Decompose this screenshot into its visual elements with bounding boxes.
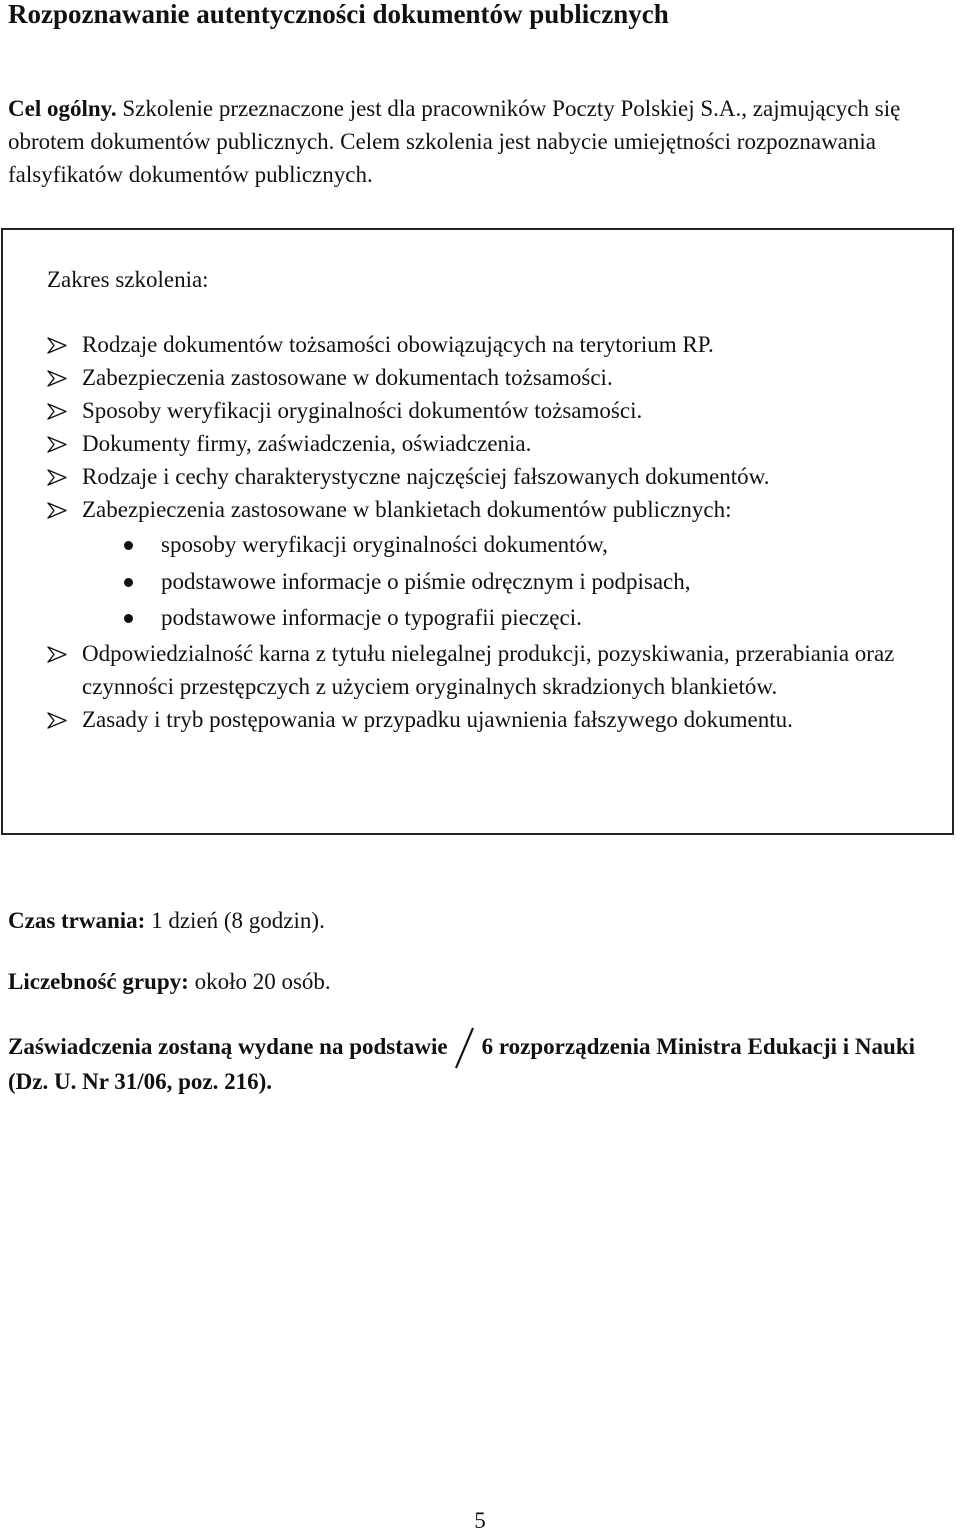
list-item: [47, 328, 952, 361]
arrow-bullet-icon: [47, 403, 67, 420]
group-size-label: Liczebność grupy:: [8, 969, 189, 994]
arrow-bullet-icon: [47, 502, 67, 519]
list-item: [47, 394, 952, 427]
arrow-bullet-icon: [47, 712, 67, 729]
sub-list-item-text: podstawowe informacje o typografii pieczęci.: [161, 605, 582, 630]
duration-label: Czas trwania:: [8, 908, 146, 933]
list-item: [47, 361, 952, 394]
list-item-text: Zasady i tryb postępowania w przypadku ujawnienia fałszywego dokumentu.: [82, 706, 793, 732]
list-item: [47, 703, 952, 736]
dot-bullet-icon: [124, 541, 133, 550]
group-size-line: [8, 965, 331, 998]
certificate-text-end: 6 rozporządzenia Ministra Edukacji i Nauki (Dz. U. Nr 31/06, poz. 216).: [8, 1034, 916, 1095]
sub-list: [82, 527, 952, 637]
arrow-bullet-icon: [47, 646, 67, 663]
page-number: 5: [474, 1508, 486, 1533]
intro-label: Cel ogólny.: [8, 96, 117, 121]
list-item-text: Zabezpieczenia zastosowane w dokumentach tożsamości.: [82, 365, 613, 390]
training-scope-box: [1, 228, 954, 835]
arrow-bullet-icon: [47, 469, 67, 486]
dot-bullet-icon: [124, 614, 133, 623]
certificate-text-start: Zaświadczenia zostaną wydane na podstawie: [8, 1034, 448, 1059]
list-item-text: Sposoby weryfikacji oryginalności dokumentów tożsamości.: [82, 398, 643, 423]
certificate-note: [8, 1030, 953, 1099]
arrow-bullet-icon: [47, 436, 67, 453]
list-item-text: Rodzaje i cechy charakterystyczne najczęściej fałszowanych dokumentów.: [82, 464, 770, 489]
list-item-text: Rodzaje dokumentów tożsamości obowiązujących na terytorium RP.: [82, 332, 714, 357]
list-item: [47, 637, 952, 703]
scope-list: [47, 328, 952, 736]
list-item: [47, 493, 952, 637]
list-item-text: Zabezpieczenia zastosowane w blankietach dokumentów publicznych:: [82, 497, 732, 522]
sub-list-item-text: sposoby weryfikacji oryginalności dokumentów,: [161, 532, 608, 557]
list-item: [47, 460, 952, 493]
list-item: [47, 427, 952, 460]
intro-text: Szkolenie przeznaczone jest dla pracowników Poczty Polskiej S.A., zajmujących się obrotem dokumentów publicznych. Celem szkolenia jest nabycie umiejętności rozpoznawania falsyfikatów dokumentów publicznych.: [8, 96, 901, 187]
scope-heading: Zakres szkolenia:: [47, 267, 209, 292]
duration-value: 1 dzień (8 godzin).: [151, 908, 325, 933]
section-sign-icon: [452, 1032, 478, 1065]
list-item-text: Dokumenty firmy, zaświadczenia, oświadczenia.: [82, 431, 532, 456]
document-title: Rozpoznawanie autentyczności dokumentów publicznych: [8, 0, 669, 29]
intro-paragraph: [8, 92, 953, 191]
sub-list-item-text: podstawowe informacje o piśmie odręcznym i podpisach,: [161, 568, 691, 594]
sub-list-item: [82, 564, 952, 601]
dot-bullet-icon: [124, 578, 133, 587]
group-size-value: około 20 osób.: [194, 969, 331, 994]
arrow-bullet-icon: [47, 370, 67, 387]
list-item-text: Odpowiedzialność karna z tytułu nielegalnej produkcji, pozyskiwania, przerabiania oraz czynności przestępczych z użyciem oryginalnych skradzionych blankietów.: [82, 640, 895, 699]
sub-list-item: [82, 600, 952, 637]
duration-line: [8, 904, 325, 937]
arrow-bullet-icon: [47, 337, 67, 354]
sub-list-item: [82, 527, 952, 564]
